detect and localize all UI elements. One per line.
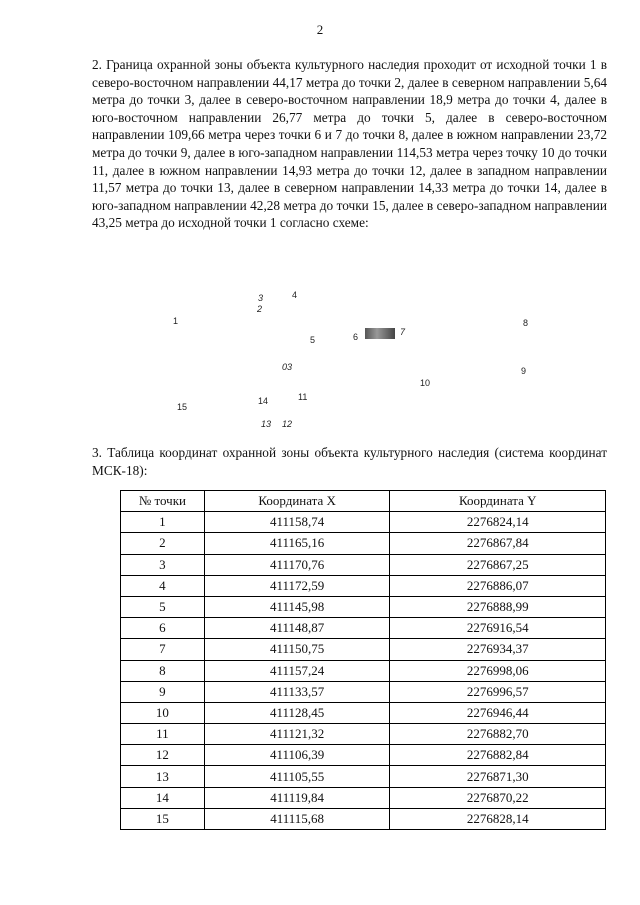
cell-coordinate-x: 411128,45: [204, 702, 390, 723]
cell-coordinate-x: 411170,76: [204, 554, 390, 575]
cell-point-number: 4: [121, 575, 205, 596]
point-label-8: 8: [523, 318, 529, 328]
table-caption: 3. Таблица координат охранной зоны объекта культурного наследия (система координат МСК-18):: [92, 445, 607, 478]
table-row: [121, 575, 606, 596]
cell-coordinate-x: 411119,84: [204, 787, 390, 808]
table-row: [121, 787, 606, 808]
page-number: 2: [316, 22, 324, 37]
point-label-2: 2: [257, 304, 263, 314]
cell-point-number: 6: [121, 618, 205, 639]
cell-coordinate-y: 2276934,37: [390, 639, 606, 660]
point-label-12: 12: [282, 419, 293, 429]
boundary-scheme: [0, 285, 640, 435]
cell-point-number: 5: [121, 596, 205, 617]
cell-point-number: 15: [121, 808, 205, 829]
cell-coordinate-x: 411106,39: [204, 745, 390, 766]
object-label-03: 03: [282, 362, 293, 372]
cell-coordinate-y: 2276828,14: [390, 808, 606, 829]
cell-point-number: 3: [121, 554, 205, 575]
point-label-5: 5: [310, 335, 316, 345]
cell-coordinate-y: 2276871,30: [390, 766, 606, 787]
cell-coordinate-x: 411157,24: [204, 660, 390, 681]
point-label-11: 11: [298, 392, 308, 402]
cell-coordinate-y: 2276824,14: [390, 512, 606, 533]
header-point-number: № точки: [121, 491, 205, 512]
cell-coordinate-y: 2276996,57: [390, 681, 606, 702]
cell-coordinate-y: 2276946,44: [390, 702, 606, 723]
cell-coordinate-y: 2276998,06: [390, 660, 606, 681]
table-header-row: [121, 491, 606, 512]
table-row: [121, 512, 606, 533]
cell-coordinate-y: 2276870,22: [390, 787, 606, 808]
cell-coordinate-x: 411165,16: [204, 533, 390, 554]
point-label-3: 3: [258, 293, 264, 303]
cell-coordinate-x: 411172,59: [204, 575, 390, 596]
table-row: [121, 660, 606, 681]
point-label-10: 10: [420, 378, 431, 388]
cell-coordinate-y: 2276882,70: [390, 724, 606, 745]
point-label-14: 14: [258, 396, 269, 406]
table-row: [121, 639, 606, 660]
cell-coordinate-y: 2276867,84: [390, 533, 606, 554]
cell-coordinate-x: 411115,68: [204, 808, 390, 829]
point-label-7: 7: [400, 327, 406, 337]
cell-point-number: 14: [121, 787, 205, 808]
cell-coordinate-y: 2276888,99: [390, 596, 606, 617]
table-row: [121, 618, 606, 639]
table-row: [121, 554, 606, 575]
table-row: [121, 681, 606, 702]
cell-coordinate-y: 2276916,54: [390, 618, 606, 639]
cell-point-number: 12: [121, 745, 205, 766]
cell-coordinate-y: 2276882,84: [390, 745, 606, 766]
cell-coordinate-y: 2276886,07: [390, 575, 606, 596]
cell-coordinate-x: 411105,55: [204, 766, 390, 787]
cell-point-number: 2: [121, 533, 205, 554]
point-label-13: 13: [261, 419, 272, 429]
header-coordinate-x: Координата X: [204, 491, 390, 512]
boundary-description: 2. Граница охранной зоны объекта культурного наследия проходит от исходной точки 1 в северо-восточном направлении 44,17 метра до точки 2, далее в северном направлении 5,64 метра до точки 3, далее в северо-восточном направлении 18,9 метра до точки 4, далее в юго-восточном направлении 26,77 метра до точки 5, далее в северо-восточном направлении 109,66 метра через точки 6 и 7 до точки 8, далее в южном направлении 23,72 метра до точки 9, далее в юго-западном направлении 114,53 метра через точку 10 до точки 11, далее в южном направлении 14,93 метра до точки 12, далее в западном направлении 11,57 метра до точки 13, далее в северном направлении 14,33 метра до точки 14, далее в юго-западном направлении 42,28 метра до точки 15, далее в северо-западном направлении 43,25 метра до исходной точки 1 согласно схеме:: [92, 57, 607, 231]
point-label-15: 15: [177, 402, 188, 412]
point-label-1: 1: [173, 316, 179, 326]
cell-coordinate-y: 2276867,25: [390, 554, 606, 575]
cell-point-number: 10: [121, 702, 205, 723]
cell-coordinate-x: 411121,32: [204, 724, 390, 745]
table-row: [121, 596, 606, 617]
cell-coordinate-x: 411145,98: [204, 596, 390, 617]
table-row: [121, 808, 606, 829]
table-row: [121, 702, 606, 723]
cell-point-number: 11: [121, 724, 205, 745]
point-label-4: 4: [292, 290, 298, 300]
building-mark: [365, 328, 395, 339]
point-label-9: 9: [521, 366, 527, 376]
cell-coordinate-x: 411133,57: [204, 681, 390, 702]
cell-point-number: 8: [121, 660, 205, 681]
header-coordinate-y: Координата Y: [390, 491, 606, 512]
cell-coordinate-x: 411150,75: [204, 639, 390, 660]
table-row: [121, 724, 606, 745]
cell-point-number: 7: [121, 639, 205, 660]
cell-point-number: 1: [121, 512, 205, 533]
point-label-6: 6: [353, 332, 359, 342]
cell-point-number: 13: [121, 766, 205, 787]
table-row: [121, 533, 606, 554]
cell-coordinate-x: 411148,87: [204, 618, 390, 639]
table-row: [121, 745, 606, 766]
coordinates-table: [120, 490, 606, 830]
cell-coordinate-x: 411158,74: [204, 512, 390, 533]
cell-point-number: 9: [121, 681, 205, 702]
table-row: [121, 766, 606, 787]
